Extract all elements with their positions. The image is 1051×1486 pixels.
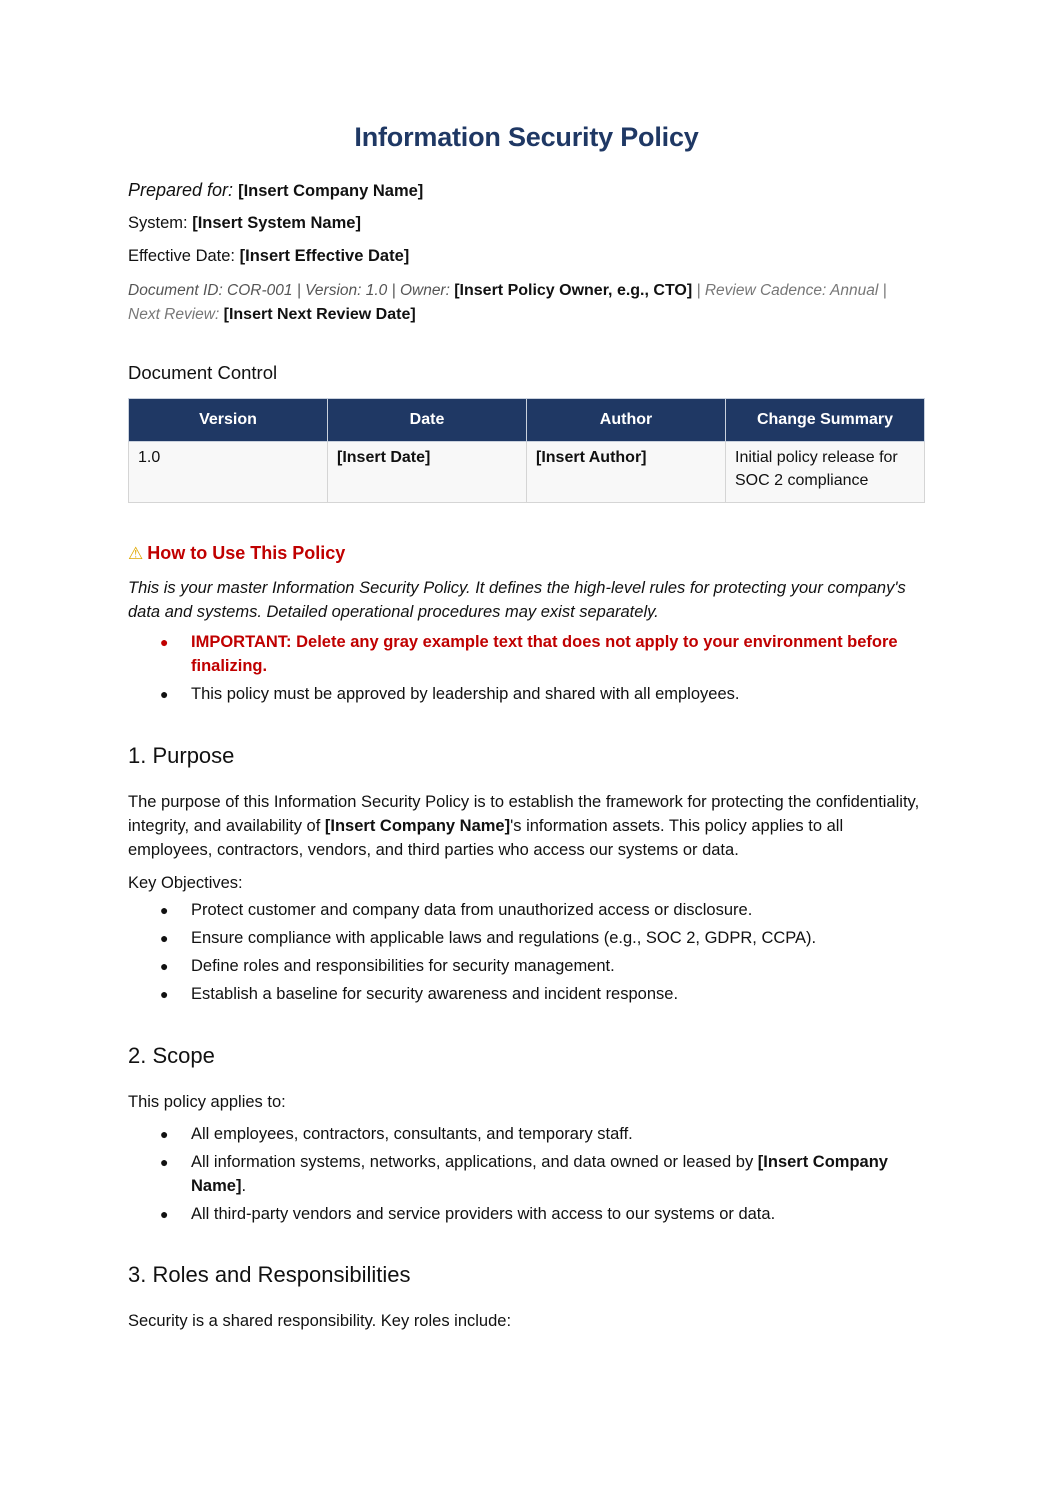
scope-intro: This policy applies to: [128, 1093, 286, 1111]
how-to-use-heading [128, 543, 345, 564]
key-objectives-list [128, 898, 925, 1010]
prepared-for-value: [Insert Company Name] [238, 182, 424, 200]
table-header-row [129, 399, 925, 442]
list-item: ● Ensure compliance with applicable laws and regulations (e.g., SOC 2, GDPR, CCPA). [128, 926, 925, 950]
document-control-heading: Document Control [128, 362, 278, 383]
list-item: ● Define roles and responsibilities for security management. [128, 954, 925, 978]
warning-icon: ⚠ [128, 544, 144, 563]
how-to-use-intro: This is your master Information Security Policy. It defines the high-level rules for protecting your company's data and systems. Detailed operational procedures may exist separately. [128, 579, 906, 621]
column-header: Date [328, 399, 527, 442]
how-to-use-list [128, 630, 925, 710]
purpose-company-name: [Insert Company Name] [324, 817, 511, 835]
next-review-value: [Insert Next Review Date] [223, 306, 416, 323]
column-header: Change Summary [726, 399, 925, 442]
column-header: Author [527, 399, 726, 442]
owner-value: [Insert Policy Owner, e.g., CTO] [454, 282, 693, 299]
list-item: ● This policy must be approved by leadership and shared with all employees. [128, 682, 925, 706]
list-item: ● Protect customer and company data from unauthorized access or disclosure. [128, 898, 925, 922]
purpose-text-a: The purpose of this Information Security Policy is to establish the framework for protecting the confidentiality, integrity, and availability of [128, 793, 920, 835]
how-to-use-heading-text: How to Use This Policy [147, 543, 346, 563]
effective-date-label: Effective Date: [128, 247, 236, 265]
section-heading-roles: 3. Roles and Responsibilities [128, 1262, 411, 1287]
system-line [128, 214, 361, 233]
page-title: Information Security Policy [354, 122, 699, 152]
purpose-text-b: 's information assets. This policy applies to all employees, contractors, vendors, and third parties who access our systems or data. [128, 817, 844, 859]
section-heading-scope: 2. Scope [128, 1043, 215, 1068]
system-label: System: [128, 214, 188, 232]
list-item [128, 1150, 925, 1198]
key-objectives-label: Key Objectives: [128, 874, 243, 892]
effective-date-value: [Insert Effective Date] [239, 247, 410, 265]
table-cell-version: 1.0 [129, 442, 328, 503]
section-heading-purpose: 1. Purpose [128, 743, 235, 768]
list-item: ● All third-party vendors and service providers with access to our systems or data. [128, 1202, 925, 1226]
purpose-paragraph [128, 790, 925, 862]
list-item: ● IMPORTANT: Delete any gray example text that does not apply to your environment before finalizing. [128, 630, 925, 678]
review-cadence: | Review Cadence: Annual | [692, 282, 887, 299]
table-cell-date: [Insert Date] [328, 442, 527, 503]
next-review-label: Next Review: [128, 306, 224, 323]
scope-item-text-a: All information systems, networks, applications, and data owned or leased by [191, 1153, 758, 1171]
list-item: ● Establish a baseline for security awareness and incident response. [128, 982, 925, 1006]
effective-date-line [128, 247, 409, 266]
scope-list [128, 1122, 925, 1230]
table-row [129, 442, 925, 503]
table-cell-author: [Insert Author] [527, 442, 726, 503]
prepared-for-label: Prepared for: [128, 180, 234, 200]
column-header: Version [129, 399, 328, 442]
roles-intro: Security is a shared responsibility. Key roles include: [128, 1312, 512, 1330]
table-cell-change-summary: Initial policy release for SOC 2 compliance [726, 442, 925, 503]
document-metadata [128, 279, 925, 327]
system-value: [Insert System Name] [192, 214, 361, 232]
scope-company-name: [Insert Company Name] [191, 1153, 888, 1195]
doc-id-version: Document ID: COR-001 | Version: 1.0 | Owner: [128, 282, 455, 299]
prepared-for-line [128, 180, 423, 201]
document-control-table [128, 398, 925, 503]
list-item: ● All employees, contractors, consultants, and temporary staff. [128, 1122, 925, 1146]
scope-item-text-b: . [241, 1177, 247, 1195]
